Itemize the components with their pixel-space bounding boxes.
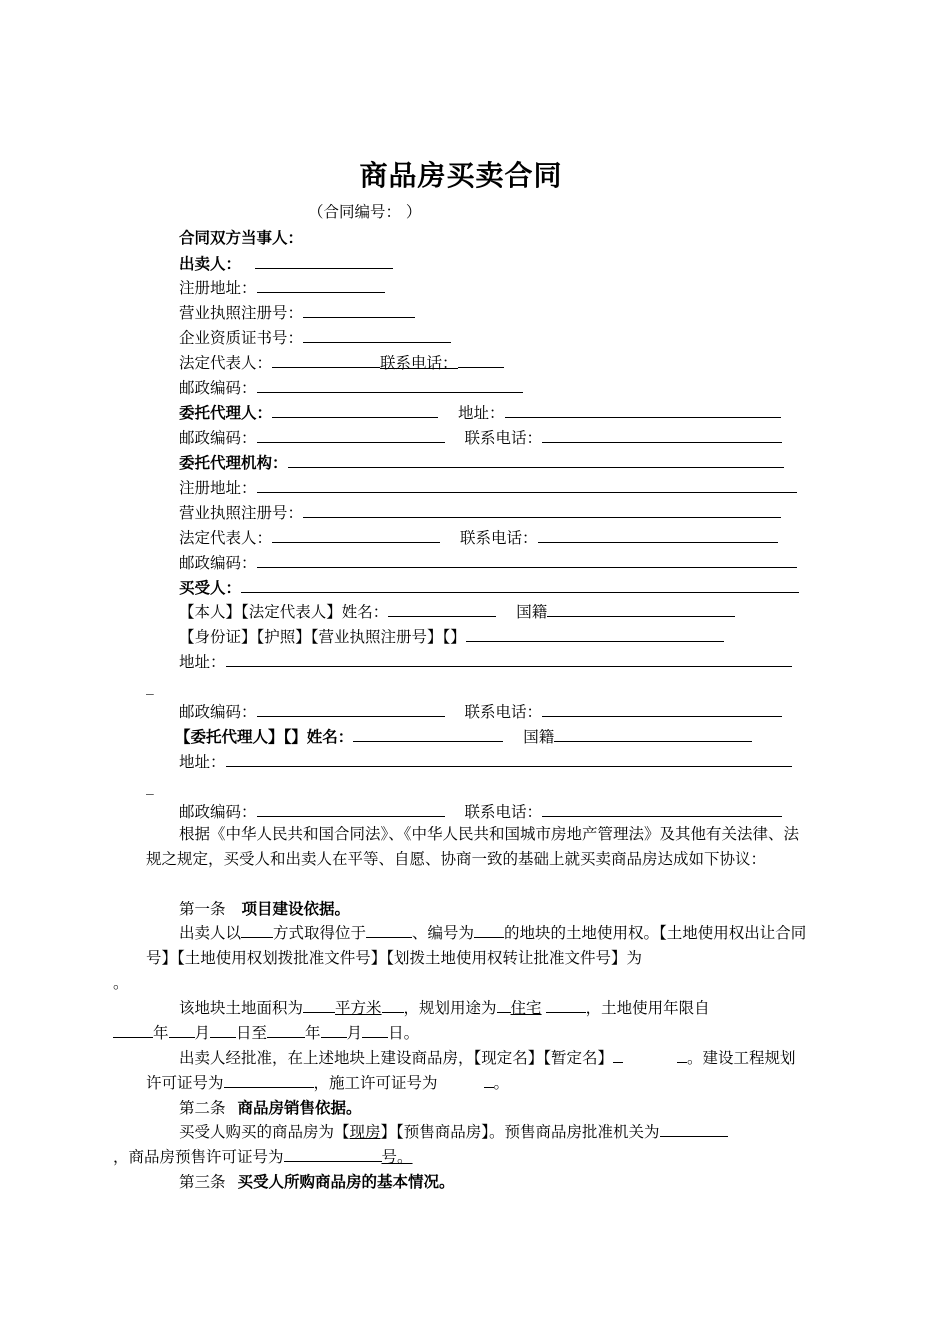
document-title: 商品房买卖合同 [359, 159, 563, 192]
agency-field[interactable] [288, 452, 784, 468]
buyer-row [179, 577, 799, 598]
seller-postcode-field[interactable] [257, 377, 523, 393]
buyer-identity-label: 【本人】【法定代表人】姓名： [179, 603, 389, 621]
seller-field[interactable] [255, 253, 393, 269]
land-area-unit: 平方米 [335, 999, 382, 1017]
start-month-field[interactable] [169, 1022, 195, 1038]
seller-qualification-label: 企业资质证书号： [179, 329, 304, 347]
agency-license-row [179, 502, 781, 523]
land-number-field[interactable] [474, 922, 504, 938]
land-location-field[interactable] [366, 922, 412, 938]
agent-phone-label: 联系电话： [464, 429, 543, 447]
agency-postcode-field[interactable] [257, 552, 797, 568]
article3-heading: 买受人所购商品房的基本情况。 [237, 1172, 455, 1191]
article1-heading-row [179, 899, 350, 919]
article1-p1-text-c: 、编号为 [412, 924, 475, 942]
buyer-agent-phone-label: 联系电话： [464, 803, 543, 821]
article1-p3-text-a: 出卖人经批准，在上述地块上建设商品房，【现定名】【暂定名】 [179, 1049, 614, 1067]
current-housing-option[interactable]: 现房 [349, 1123, 381, 1141]
buyer-agent-address-label: 地址： [179, 753, 226, 771]
agent-row [179, 402, 781, 423]
presale-permit-field[interactable] [284, 1146, 382, 1162]
article2-text-b: 】【预售商品房】。预售商品房批准机关为 [380, 1123, 660, 1141]
buyer-postcode-label: 邮政编码： [179, 703, 257, 721]
start-day-field[interactable] [210, 1022, 236, 1038]
agency-reg-address-row [179, 477, 797, 498]
article1-p3-text-c: ，施工许可证号为 [313, 1074, 438, 1092]
buyer-identity-row [179, 601, 735, 622]
article3-heading-row [179, 1172, 455, 1192]
article2-heading-row [179, 1098, 362, 1118]
article1-num: 第一条 [179, 900, 226, 918]
planning-permit-field[interactable] [224, 1072, 314, 1088]
end-year-label: 年 [305, 1024, 321, 1042]
parties-heading: 合同双方当事人： [179, 228, 304, 247]
end-month-field[interactable] [321, 1022, 347, 1038]
start-year-field[interactable] [113, 1022, 153, 1038]
project-name-field[interactable] [677, 1047, 687, 1063]
buyer-nationality-field[interactable] [547, 601, 735, 617]
article1-paragraph1 [113, 921, 808, 996]
agent-address-field[interactable] [505, 402, 781, 418]
buyer-agent-address-row [179, 751, 792, 772]
agency-postcode-label: 邮政编码： [179, 554, 257, 572]
article1-p3-end: 。 [493, 1074, 510, 1092]
end-month-label: 月 [346, 1024, 363, 1042]
seller-row [179, 253, 393, 274]
agency-row [179, 452, 784, 473]
buyer-address-field[interactable] [226, 651, 792, 667]
agent-phone-field[interactable] [542, 427, 782, 443]
seller-license-label: 营业执照注册号： [179, 304, 304, 322]
article2-end: 号。 [381, 1148, 413, 1166]
buyer-postcode-row [179, 701, 782, 722]
end-day-label: 日。 [388, 1024, 420, 1042]
buyer-id-field[interactable] [466, 626, 724, 642]
land-area-field[interactable] [303, 997, 335, 1013]
agent-address-label: 地址： [458, 404, 505, 422]
seller-phone-label: 联系电话： [380, 354, 458, 372]
buyer-label: 买受人： [179, 578, 242, 597]
agent-postcode-row [179, 427, 782, 448]
buyer-id-label: 【身份证】【护照】【营业执照注册号】【】 [179, 628, 466, 646]
buyer-agent-nationality-field[interactable] [554, 726, 752, 742]
article1-paragraph3 [146, 1046, 808, 1096]
contract-number: （合同编号： ） [308, 203, 422, 221]
article1-paragraph2 [146, 996, 808, 1046]
article1-heading: 项目建设依据。 [241, 899, 351, 918]
agency-legal-rep-field[interactable] [272, 527, 440, 543]
preamble: 根据《中华人民共和国合同法》、《中华人民共和国城市房地产管理法》及其他有关法律、法规之规定，买受人和出卖人在平等、自愿、协商一致的基础上就买卖商品房达成如下协议： [146, 825, 800, 868]
seller-license-row [179, 302, 415, 323]
article1-p1-text-b: 方式取得位于 [273, 924, 367, 942]
presale-approval-authority-field[interactable] [660, 1121, 728, 1137]
seller-qualification-field[interactable] [303, 327, 451, 343]
article2-num: 第二条 [179, 1099, 226, 1117]
project-name-lead [613, 1047, 623, 1063]
seller-phone-field[interactable] [458, 352, 504, 368]
seller-label: 出卖人： [179, 254, 242, 273]
buyer-address-row [179, 651, 792, 672]
end-year-field[interactable] [267, 1022, 305, 1038]
agency-phone-field[interactable] [538, 527, 778, 543]
agency-license-label: 营业执照注册号： [179, 504, 304, 522]
agency-reg-address-label: 注册地址： [179, 479, 257, 497]
land-use-lead [497, 997, 511, 1013]
article1-p1-end: 。 [113, 974, 129, 992]
seller-qualification-row [179, 327, 451, 348]
article2-text-c: ，商品房预售许可证号为 [113, 1148, 284, 1166]
start-year-label: 年 [153, 1024, 169, 1042]
buyer-agent-label: 【委托代理人】【】姓名： [175, 727, 354, 746]
buyer-field[interactable] [241, 577, 799, 593]
buyer-id-row [179, 626, 724, 647]
construction-permit-field[interactable] [484, 1072, 494, 1088]
seller-legal-rep-row [179, 352, 504, 373]
start-month-label: 月 [194, 1024, 211, 1042]
end-day-field[interactable] [362, 1022, 388, 1038]
article1-p1-text-d: 的地块的土地使用权。【土地使用权出让合同号】【土地使用权划拨批准文件号】【划拨土地使用权转让批准文件号】为 [146, 924, 807, 967]
article1-p2-text-a: 该地块土地面积为 [179, 999, 304, 1017]
agency-reg-address-field[interactable] [257, 477, 797, 493]
buyer-address-continuation: _ [146, 677, 154, 695]
buyer-agent-address-continuation: _ [146, 777, 154, 795]
article3-num: 第三条 [179, 1173, 226, 1191]
article1-p1-text-a: 出卖人以 [179, 924, 242, 942]
buyer-agent-phone-field[interactable] [542, 801, 782, 817]
agency-legal-rep-row [179, 527, 778, 548]
start-day-to-label: 日至 [236, 1024, 268, 1042]
agency-label: 委托代理机构： [179, 453, 288, 472]
agent-postcode-label: 邮政编码： [179, 429, 257, 447]
seller-postcode-label: 邮政编码： [179, 379, 257, 397]
buyer-agent-name-field[interactable] [353, 726, 503, 742]
seller-reg-address-row [179, 277, 385, 298]
buyer-agent-address-field[interactable] [226, 751, 792, 767]
buyer-phone-label: 联系电话： [464, 703, 543, 721]
seller-legal-rep-label: 法定代表人： [179, 354, 273, 372]
buyer-address-label: 地址： [179, 653, 226, 671]
agency-postcode-row [179, 552, 797, 573]
article2-text-a: 买受人购买的商品房为【 [179, 1123, 350, 1141]
agent-postcode-field[interactable] [257, 427, 445, 443]
agency-legal-rep-label: 法定代表人： [179, 529, 273, 547]
buyer-agent-postcode-label: 邮政编码： [179, 803, 257, 821]
agency-phone-label: 联系电话： [460, 529, 538, 547]
article1-p2-text-c: ，土地使用年限自 [585, 999, 710, 1017]
buyer-agent-row [175, 726, 752, 747]
land-use-value[interactable]: 住宅 [510, 999, 542, 1017]
article2-paragraph [113, 1120, 808, 1170]
land-use-tail [546, 997, 586, 1013]
land-area-unit-tail [382, 997, 404, 1013]
agent-label: 委托代理人： [179, 403, 273, 422]
land-acquisition-method-field[interactable] [241, 922, 273, 938]
buyer-nationality-label: 国籍 [516, 603, 548, 621]
buyer-postcode-field[interactable] [257, 701, 445, 717]
buyer-phone-field[interactable] [542, 701, 782, 717]
article2-heading: 商品房销售依据。 [237, 1098, 362, 1117]
seller-postcode-row [179, 377, 523, 398]
seller-license-field[interactable] [303, 302, 415, 318]
buyer-agent-postcode-row [179, 801, 782, 822]
buyer-agent-postcode-field[interactable] [257, 801, 445, 817]
seller-legal-rep-field[interactable] [272, 352, 380, 368]
seller-reg-address-field[interactable] [257, 277, 385, 293]
agency-license-field[interactable] [303, 502, 781, 518]
agent-field[interactable] [272, 402, 438, 418]
buyer-name-field[interactable] [388, 601, 496, 617]
article1-p3-text-b: 。建设工程规划许可证号为 [146, 1049, 796, 1092]
seller-reg-address-label: 注册地址： [179, 279, 257, 297]
buyer-agent-nationality-label: 国籍 [523, 728, 555, 746]
article1-p2-text-b: ，规划用途为 [403, 999, 497, 1017]
